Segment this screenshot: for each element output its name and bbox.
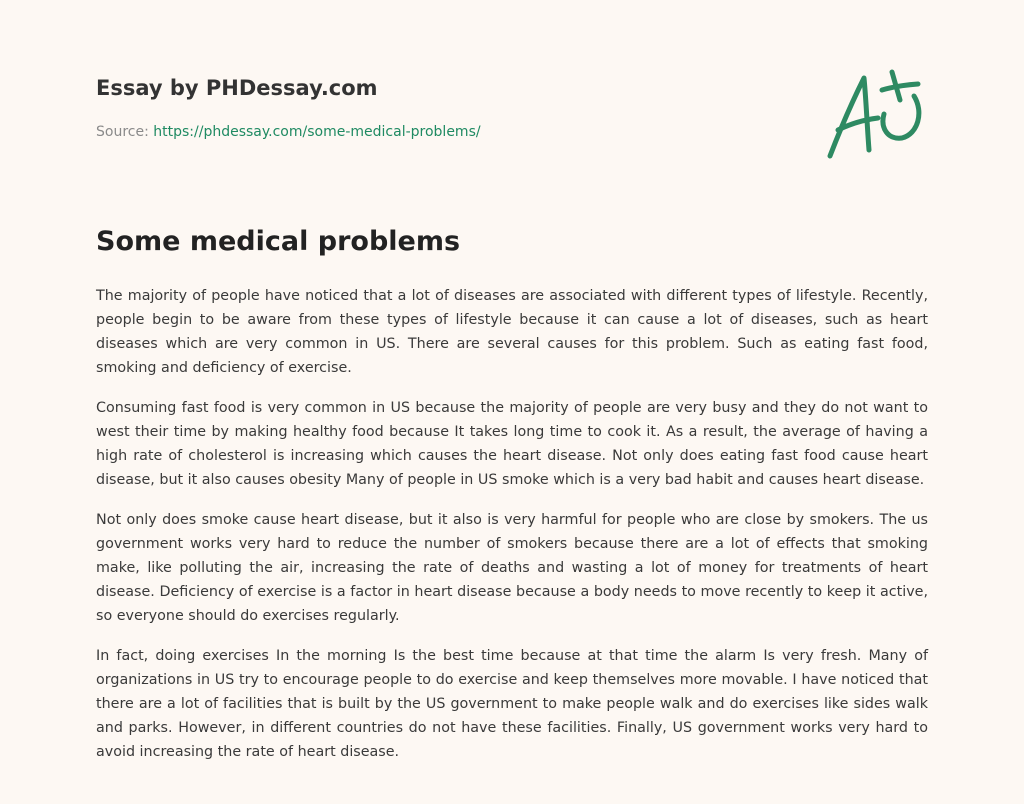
source-line: [96, 124, 481, 140]
essay-body: [96, 284, 928, 780]
source-label: Source:: [96, 124, 149, 140]
essay-paragraph: Not only does smoke cause heart disease, but it also is very harmful for people who are close by smokers. The us government works very hard to reduce the number of smokers because there are a lot of effects that smoking make, like polluting the air, increasing the rate of deaths and wasting a lot of money for treatments of heart disease. Deficiency of exercise is a factor in heart disease because a body needs to move recently to keep it active, so everyone should do exercises regularly.: [96, 512, 928, 624]
source-link[interactable]: https://phdessay.com/some-medical-problems/: [153, 124, 481, 140]
a-plus-grade-icon: [826, 68, 928, 164]
essay-paragraph: Consuming fast food is very common in US because the majority of people are very busy and they do not want to west their time by making healthy food because It takes long time to cook it. As a result, the average of having a high rate of cholesterol is increasing which causes the heart disease. Not only does eating fast food cause heart disease, but it also causes obesity Many of people in US smoke which is a very bad habit and causes heart disease.: [96, 400, 928, 488]
essay-paragraph: The majority of people have noticed that a lot of diseases are associated with different types of lifestyle. Recently, people begin to be aware from these types of lifestyle because it can cause a lot of diseases, such as heart diseases which are very common in US. There are several causes for this problem. Such as eating fast food, smoking and deficiency of exercise.: [96, 288, 928, 376]
site-title: Essay by PHDessay.com: [96, 76, 378, 100]
essay-paragraph: In fact, doing exercises In the morning Is the best time because at that time the alarm Is very fresh. Many of organizations in US try to encourage people to do exercise and keep themselves more movable. I have noticed that there are a lot of facilities that is built by the US government to make people walk and do exercises like sides walk and parks. However, in different countries do not have these facilities. Finally, US government works very hard to avoid increasing the rate of heart disease.: [96, 648, 928, 760]
essay-title: Some medical problems: [96, 226, 461, 257]
